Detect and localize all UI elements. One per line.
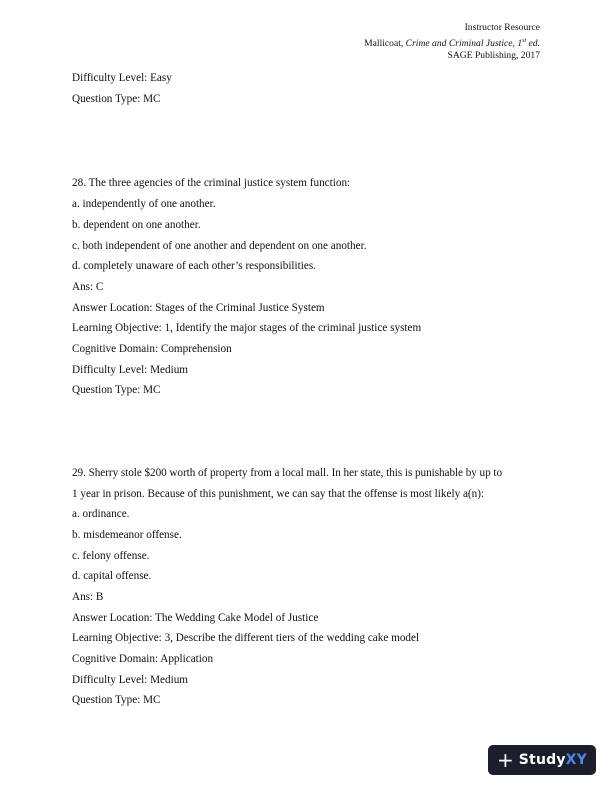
- q28-option-d: d. completely unaware of each other’s responsibilities.: [72, 260, 316, 272]
- q29-option-b: b. misdemeanor offense.: [72, 529, 182, 541]
- studyxy-logo: [488, 745, 596, 775]
- header-author: Mallicoat,: [364, 37, 406, 49]
- header-edition: ed.: [526, 37, 540, 49]
- header-line-1: Instructor Resource: [464, 22, 540, 33]
- prev-question-type: Question Type: MC: [72, 93, 161, 105]
- q28-option-c: c. both independent of one another and dependent on one another.: [72, 240, 367, 252]
- q29-option-a: a. ordinance.: [72, 508, 130, 520]
- header-line-2: [364, 35, 540, 51]
- page-header: [364, 22, 540, 63]
- q29-option-d: d. capital offense.: [72, 570, 152, 582]
- q29-answer: Ans: B: [72, 591, 104, 603]
- q28-answer: Ans: C: [72, 281, 104, 293]
- q28-question-type: Question Type: MC: [72, 384, 161, 396]
- q29-answer-location: Answer Location: The Wedding Cake Model of Justice: [72, 612, 319, 624]
- q28-option-b: b. dependent on one another.: [72, 219, 201, 231]
- q28-option-a: a. independently of one another.: [72, 198, 216, 210]
- q29-cognitive-domain: Cognitive Domain: Application: [72, 653, 214, 665]
- q29-difficulty: Difficulty Level: Medium: [72, 674, 188, 686]
- q28-answer-location: Answer Location: Stages of the Criminal Justice System: [72, 302, 325, 314]
- q29-option-c: c. felony offense.: [72, 550, 150, 562]
- q29-question-type: Question Type: MC: [72, 694, 161, 706]
- q29-question-line-1: 29. Sherry stole $200 worth of property from a local mall. In her state, this is punishable by up to: [72, 467, 502, 479]
- q28-difficulty: Difficulty Level: Medium: [72, 364, 188, 376]
- q28-cognitive-domain: Cognitive Domain: Comprehension: [72, 343, 232, 355]
- header-line-3: SAGE Publishing, 2017: [447, 50, 540, 62]
- q29-learning-objective: Learning Objective: 3, Describe the different tiers of the wedding cake model: [72, 632, 420, 644]
- logo-word-xy: XY: [565, 752, 587, 768]
- header-ordinal: st: [522, 37, 527, 44]
- plus-icon: +: [497, 748, 514, 772]
- logo-word-study: Study: [518, 752, 566, 768]
- prev-difficulty: Difficulty Level: Easy: [72, 72, 172, 84]
- q28-question: 28. The three agencies of the criminal justice system function:: [72, 177, 351, 189]
- q29-question-line-2: 1 year in prison. Because of this punishment, we can say that the offense is most likely a(n):: [72, 488, 485, 500]
- logo-wordmark: [519, 752, 587, 768]
- header-book-title: Crime and Criminal Justice, 1: [405, 37, 523, 49]
- q28-learning-objective: Learning Objective: 1, Identify the major stages of the criminal justice system: [72, 322, 422, 334]
